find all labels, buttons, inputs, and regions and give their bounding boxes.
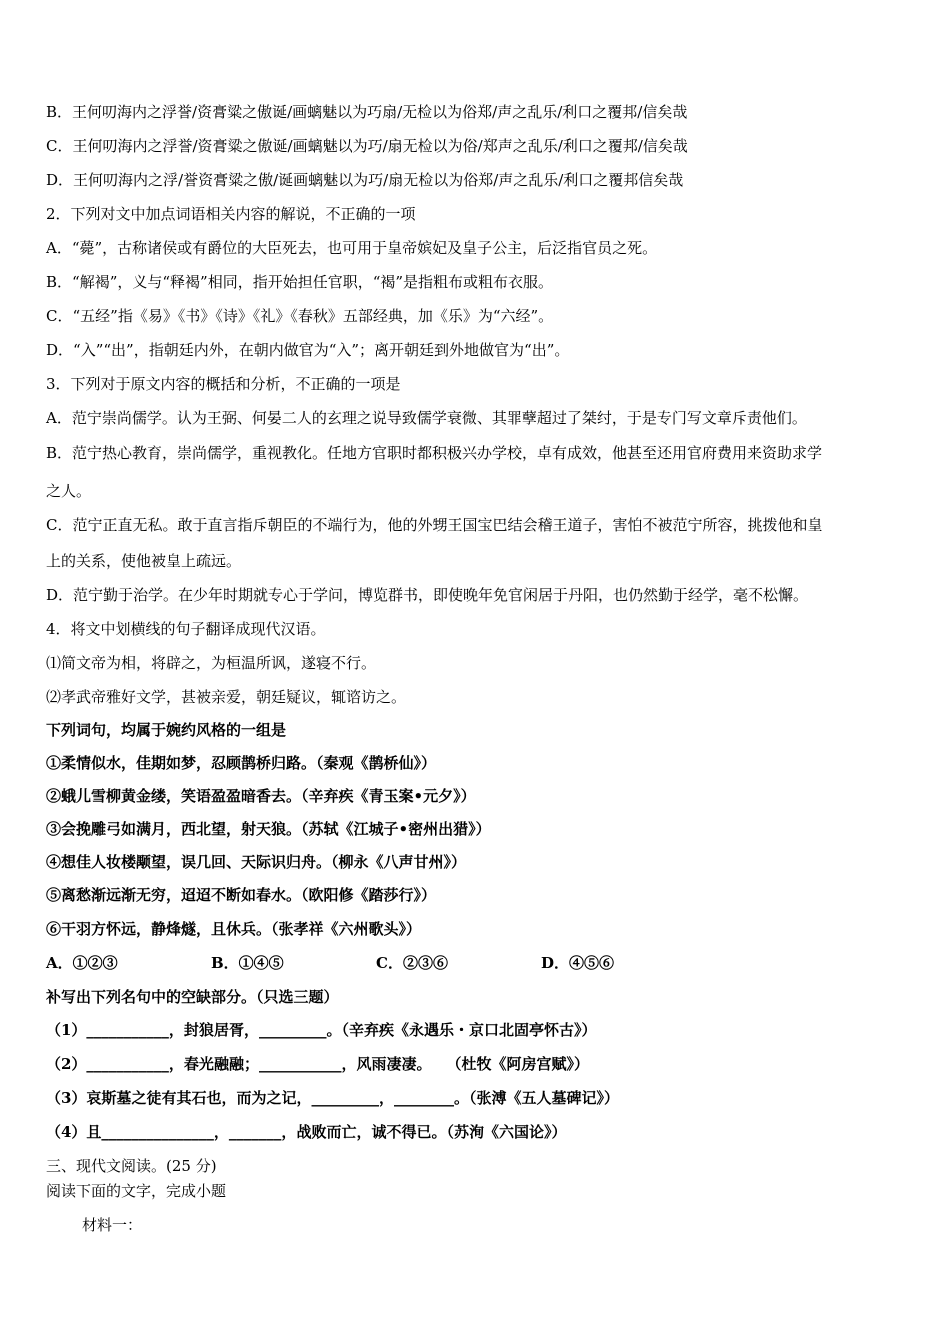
q3-option-c-line1: C．范宁正直无私。敢于直言指斥朝臣的不端行为，他的外甥王国宝巴结会稽王道子，害怕不被范宁所容，挑拨他和皇 <box>46 516 823 534</box>
q3-option-a: A．范宁崇尚儒学。认为王弼、何晏二人的玄理之说导致儒学衰微、其罪孽超过了桀纣，于是专门写文章斥责他们。 <box>46 409 807 427</box>
q4-sentence-1: ⑴简文帝为相，将辟之，为桓温所讽，遂寝不行。 <box>46 654 377 672</box>
material-one-label: 材料一： <box>82 1216 143 1234</box>
q4-sentence-2: ⑵孝武帝雅好文学，甚被亲爱，朝廷疑议，辄谘访之。 <box>46 688 407 706</box>
fill-item: （3）哀斯墓之徒有其石也，而为之记，_________，________。（张溥《五人墓碑记》） <box>46 1089 619 1107</box>
section-3-title: 三、现代文阅读。(25 分) <box>46 1157 217 1175</box>
q2-option-d: D．“入”“出”，指朝廷内外，在朝内做官为“入”；离开朝廷到外地做官为“出”。 <box>46 341 570 359</box>
ci-item: ③会挽雕弓如满月，西北望，射天狼。（苏轼《江城子•密州出猎》） <box>46 820 491 838</box>
ci-choice-c: C．②③⑥ <box>376 954 448 972</box>
ci-item: ⑥干羽方怀远，静烽燧，且休兵。（张孝祥《六州歌头》） <box>46 920 422 938</box>
fill-item: （2）___________，春光融融；___________，风雨凄凄。 （杜牧《阿房宫赋》） <box>46 1055 589 1073</box>
ci-question-stem: 下列词句，均属于婉约风格的一组是 <box>46 721 287 739</box>
section-3-instruction: 阅读下面的文字，完成小题 <box>46 1182 227 1200</box>
q3-option-c-line2: 上的关系，使他被皇上疏远。 <box>46 552 242 570</box>
q4-stem: 4．将文中划横线的句子翻译成现代汉语。 <box>46 620 326 638</box>
ci-choice-b: B．①④⑤ <box>211 954 284 972</box>
q2-option-c: C．“五经”指《易》《书》《诗》《礼》《春秋》五部经典，加《乐》为“六经”。 <box>46 307 554 325</box>
q1-option-b: B．王何叨海内之浮誉/资膏粱之傲诞/画螭魅以为巧扇/无检以为俗郑/声之乱乐/利口之覆邦/信矣哉 <box>46 103 688 121</box>
q2-stem: 2．下列对文中加点词语相关内容的解说，不正确的一项 <box>46 205 416 223</box>
q1-option-d: D．王何叨海内之浮/誉资膏粱之傲/诞画螭魅以为巧/扇无检以为俗郑/声之乱乐/利口之覆邦信矣哉 <box>46 171 684 189</box>
fill-question-stem: 补写出下列名句中的空缺部分。（只选三题） <box>46 988 339 1006</box>
q3-stem: 3．下列对于原文内容的概括和分析，不正确的一项是 <box>46 375 401 393</box>
ci-item: ⑤离愁渐远渐无穷，迢迢不断如春水。（欧阳修《踏莎行》） <box>46 886 437 904</box>
fill-item: （1）___________，封狼居胥，_________。（辛弃疾《永遇乐・京口北固亭怀古》） <box>46 1021 597 1039</box>
q3-option-d: D．范宁勤于治学。在少年时期就专心于学问，博览群书，即使晚年免官闲居于丹阳，也仍然勤于经学，毫不松懈。 <box>46 586 809 604</box>
ci-item: ①柔情似水，佳期如梦，忍顾鹊桥归路。（秦观《鹊桥仙》） <box>46 754 437 772</box>
q3-option-b-line1: B．范宁热心教育，崇尚儒学，重视教化。任地方官职时都积极兴办学校，卓有成效，他甚至还用官府费用来资助求学 <box>46 444 823 462</box>
q3-option-b-line2: 之人。 <box>46 482 92 500</box>
ci-choice-d: D．④⑤⑥ <box>541 954 615 972</box>
q2-option-b: B．“解褐”，义与“释褐”相同，指开始担任官职，“褐”是指粗布或粗布衣服。 <box>46 273 554 291</box>
q1-option-c: C．王何叨海内之浮誉/资膏粱之傲诞/画螭魅以为巧/扇无检以为俗/郑声之乱乐/利口之覆邦/信矣哉 <box>46 137 688 155</box>
ci-choice-a: A．①②③ <box>46 954 118 972</box>
ci-item: ④想佳人妆楼颙望，误几回、天际识归舟。（柳永《八声甘州》） <box>46 853 467 871</box>
q2-option-a: A．“薨”，古称诸侯或有爵位的大臣死去，也可用于皇帝嫔妃及皇子公主，后泛指官员之死。 <box>46 239 658 257</box>
ci-choices <box>46 953 910 973</box>
fill-item: （4）且_______________，_______，战败而亡，诚不得已。（苏洵《六国论》） <box>46 1123 567 1141</box>
ci-item: ②蛾儿雪柳黄金缕，笑语盈盈暗香去。（辛弃疾《青玉案•元夕》） <box>46 787 476 805</box>
